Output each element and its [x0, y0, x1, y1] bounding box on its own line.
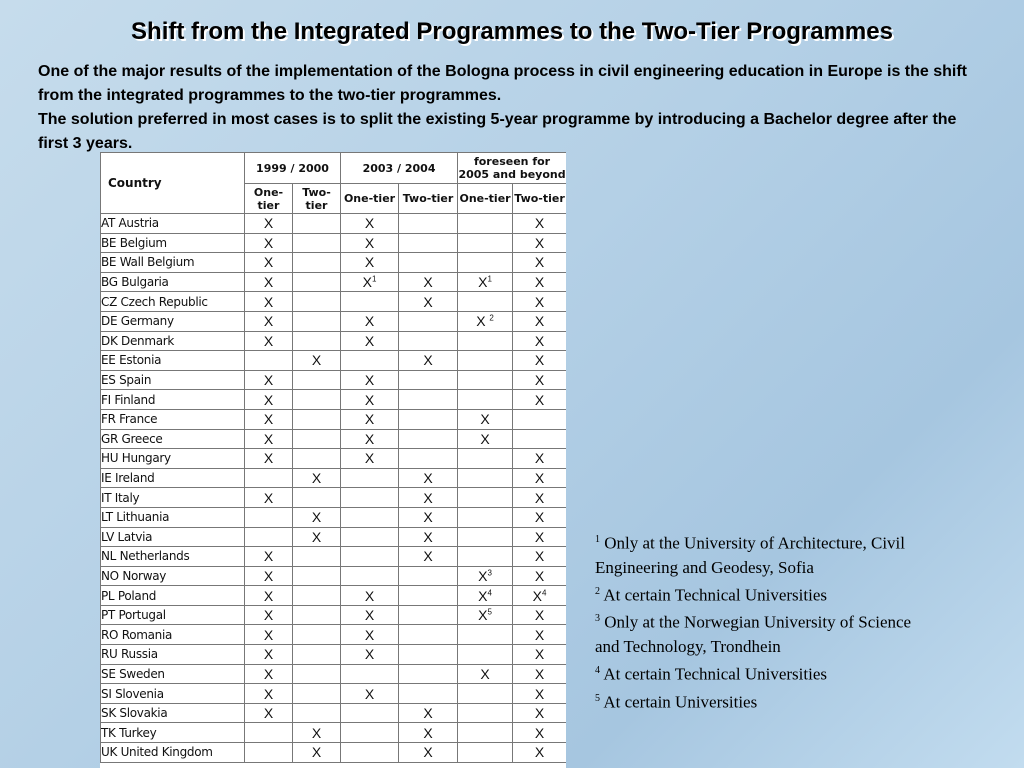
- country-cell: BE Belgium: [101, 233, 245, 253]
- mark-cell: [293, 409, 341, 429]
- mark-cell: X: [341, 370, 399, 390]
- mark-cell: X: [513, 703, 566, 723]
- table-row: [101, 351, 567, 371]
- header-sub: One-tier: [458, 184, 513, 214]
- mark-cell: [293, 645, 341, 665]
- country-cell: DE Germany: [101, 311, 245, 331]
- mark-cell: X: [245, 645, 293, 665]
- table-row: [101, 468, 567, 488]
- table-row: [101, 664, 567, 684]
- table-row: [101, 292, 567, 312]
- mark-cell: X: [513, 566, 566, 586]
- footnote-text: At certain Technical Universities: [603, 585, 827, 605]
- mark-cell: X: [399, 527, 458, 547]
- country-cell: CZ Czech Republic: [101, 292, 245, 312]
- header-group-foreseen: foreseen for 2005 and beyond: [458, 153, 566, 184]
- mark-cell: X: [513, 547, 566, 567]
- mark-cell: X: [399, 468, 458, 488]
- mark-cell: [399, 449, 458, 469]
- mark-cell: [245, 527, 293, 547]
- country-cell: BE Wall Belgium: [101, 253, 245, 273]
- mark-cell: X: [245, 488, 293, 508]
- mark-cell: [341, 468, 399, 488]
- mark-cell: X: [293, 743, 341, 763]
- footnote-ref: 1: [371, 274, 377, 284]
- country-cell: ES Spain: [101, 370, 245, 390]
- mark-cell: X: [341, 586, 399, 606]
- mark-cell: X: [513, 292, 566, 312]
- mark-cell: X: [513, 253, 566, 273]
- footnote-ref: 4: [487, 587, 492, 597]
- mark-cell: [513, 409, 566, 429]
- mark-cell: X: [341, 429, 399, 449]
- mark-cell: [341, 527, 399, 547]
- country-cell: HU Hungary: [101, 449, 245, 469]
- mark-cell: X: [245, 547, 293, 567]
- mark-cell: [458, 703, 513, 723]
- mark-cell: [293, 292, 341, 312]
- mark-cell: [399, 233, 458, 253]
- country-cell: BG Bulgaria: [101, 272, 245, 292]
- mark-cell: X: [341, 605, 399, 625]
- header-group-1999-2000: 1999 / 2000: [245, 153, 341, 184]
- footnote-number: 1: [595, 534, 600, 545]
- country-cell: RU Russia: [101, 645, 245, 665]
- mark-cell: X: [341, 645, 399, 665]
- country-table-container: [100, 152, 566, 768]
- mark-cell: X: [399, 723, 458, 743]
- mark-cell: X: [245, 703, 293, 723]
- mark-cell: [399, 409, 458, 429]
- footnote-text: Only at the Norwegian University of Science and Technology, Trondhein: [595, 612, 912, 656]
- mark-cell: [458, 468, 513, 488]
- header-sub: Two-tier: [513, 184, 566, 214]
- footnote-number: 4: [595, 664, 600, 676]
- table-body: [101, 214, 567, 763]
- mark-cell: X: [513, 507, 566, 527]
- mark-cell: X: [245, 331, 293, 351]
- mark-cell: [399, 625, 458, 645]
- mark-cell: [458, 214, 513, 234]
- mark-cell: X: [399, 547, 458, 567]
- table-row: [101, 390, 567, 410]
- mark-cell: X: [399, 703, 458, 723]
- table-row: [101, 507, 567, 527]
- mark-cell: [458, 488, 513, 508]
- mark-cell: X: [293, 351, 341, 371]
- mark-cell: [399, 586, 458, 606]
- mark-cell: X: [245, 311, 293, 331]
- mark-cell: X: [513, 272, 566, 292]
- mark-cell: X: [513, 390, 566, 410]
- mark-cell: [293, 684, 341, 704]
- footnote-text: At certain Universities: [603, 692, 758, 712]
- mark-cell: X: [245, 429, 293, 449]
- mark-cell: [399, 645, 458, 665]
- country-cell: NO Norway: [101, 566, 245, 586]
- mark-cell: [293, 566, 341, 586]
- mark-cell: [293, 370, 341, 390]
- mark-cell: [458, 743, 513, 763]
- mark-cell: X: [245, 449, 293, 469]
- mark-cell: X: [341, 331, 399, 351]
- mark-cell: X: [245, 214, 293, 234]
- footnote-ref: 1: [487, 274, 492, 284]
- footnote-text: Only at the University of Architecture, Civil Engineering and Geodesy, Sofia: [595, 533, 905, 577]
- mark-cell: [399, 664, 458, 684]
- mark-cell: [293, 253, 341, 273]
- mark-cell: [245, 507, 293, 527]
- mark-cell: X: [293, 723, 341, 743]
- mark-cell: [399, 429, 458, 449]
- country-cell: RO Romania: [101, 625, 245, 645]
- table-row: [101, 331, 567, 351]
- header-sub: One-tier: [245, 184, 293, 214]
- table-row: [101, 625, 567, 645]
- mark-cell: [399, 253, 458, 273]
- mark-cell: X: [513, 331, 566, 351]
- mark-cell: X: [245, 292, 293, 312]
- mark-cell: X: [245, 566, 293, 586]
- mark-cell: $X^5$: [458, 605, 513, 625]
- mark-cell: X: [513, 527, 566, 547]
- header-sub: Two-tier: [399, 184, 458, 214]
- country-cell: SK Slovakia: [101, 703, 245, 723]
- table-row: [101, 409, 567, 429]
- mark-cell: X: [341, 684, 399, 704]
- mark-cell: [399, 605, 458, 625]
- mark-cell: X: [245, 684, 293, 704]
- mark-cell: X: [341, 449, 399, 469]
- country-cell: UK United Kingdom: [101, 743, 245, 763]
- mark-cell: [458, 370, 513, 390]
- mark-cell: [341, 488, 399, 508]
- mark-cell: X: [513, 743, 566, 763]
- mark-cell: [293, 664, 341, 684]
- country-cell: IE Ireland: [101, 468, 245, 488]
- country-cell: DK Denmark: [101, 331, 245, 351]
- mark-cell: X: [458, 664, 513, 684]
- mark-cell: [458, 253, 513, 273]
- footnote: [595, 528, 925, 580]
- mark-cell: [399, 684, 458, 704]
- footnote: [595, 659, 925, 687]
- table-row: [101, 586, 567, 606]
- mark-cell: X: [245, 409, 293, 429]
- mark-cell: X: [341, 233, 399, 253]
- mark-cell: X: [399, 272, 458, 292]
- mark-cell: X: [513, 214, 566, 234]
- mark-cell: [341, 351, 399, 371]
- mark-cell: [245, 351, 293, 371]
- mark-cell: [341, 723, 399, 743]
- mark-cell: X: [513, 370, 566, 390]
- mark-cell: X: [341, 625, 399, 645]
- mark-cell: X: [245, 605, 293, 625]
- mark-cell: X: [245, 625, 293, 645]
- intro-paragraph: One of the major results of the implementation of the Bologna process in civil engineering education in Europe is the shift from the integrated programmes to the two-tier programmes.: [38, 63, 968, 104]
- mark-cell: [458, 449, 513, 469]
- mark-cell: [458, 527, 513, 547]
- table-row: [101, 429, 567, 449]
- mark-cell: [341, 664, 399, 684]
- footnote-ref: 3: [487, 568, 492, 578]
- mark-cell: X: [399, 507, 458, 527]
- mark-cell: X: [513, 684, 566, 704]
- footnotes: [595, 528, 925, 714]
- mark-cell: X: [245, 664, 293, 684]
- mark-cell: [341, 547, 399, 567]
- mark-cell: [399, 311, 458, 331]
- mark-cell: [399, 214, 458, 234]
- mark-cell: [458, 645, 513, 665]
- mark-cell: X $^2$: [458, 311, 513, 331]
- mark-cell: X: [245, 390, 293, 410]
- mark-cell: X: [341, 390, 399, 410]
- table-row: [101, 743, 567, 763]
- mark-cell: [293, 272, 341, 292]
- slide-title: Shift from the Integrated Programmes to the Two-Tier Programmes: [131, 18, 893, 45]
- mark-cell: [399, 390, 458, 410]
- mark-cell: [293, 331, 341, 351]
- mark-cell: [458, 351, 513, 371]
- mark-cell: X: [513, 488, 566, 508]
- mark-cell: X: [245, 233, 293, 253]
- mark-cell: [341, 703, 399, 723]
- mark-cell: X: [245, 253, 293, 273]
- mark-cell: [513, 429, 566, 449]
- country-cell: PT Portugal: [101, 605, 245, 625]
- table-row: [101, 488, 567, 508]
- mark-cell: [293, 429, 341, 449]
- table-row: [101, 527, 567, 547]
- table-row: [101, 214, 567, 234]
- table-row: [101, 272, 567, 292]
- country-programmes-table: [100, 152, 566, 763]
- table-row: [101, 311, 567, 331]
- country-cell: FI Finland: [101, 390, 245, 410]
- table-row: [101, 566, 567, 586]
- country-cell: FR France: [101, 409, 245, 429]
- table-row: [101, 645, 567, 665]
- mark-cell: [293, 586, 341, 606]
- mark-cell: [458, 547, 513, 567]
- footnote-ref: 2: [489, 313, 494, 323]
- footnote-number: 3: [595, 613, 600, 625]
- footnote-text: At certain Technical Universities: [603, 664, 827, 684]
- country-cell: EE Estonia: [101, 351, 245, 371]
- header-sub: One-tier: [341, 184, 399, 214]
- mark-cell: [458, 233, 513, 253]
- mark-cell: [293, 233, 341, 253]
- mark-cell: X: [341, 311, 399, 331]
- mark-cell: X: [399, 292, 458, 312]
- mark-cell: [293, 311, 341, 331]
- footnote-ref: 5: [487, 607, 492, 617]
- table-row: [101, 253, 567, 273]
- mark-cell: X: [513, 645, 566, 665]
- mark-cell: X: [458, 429, 513, 449]
- mark-cell: X: [513, 468, 566, 488]
- table-row: [101, 723, 567, 743]
- intro-paragraph: The solution preferred in most cases is to split the existing 5-year programme by introducing a Bachelor degree after the first 3 years.: [38, 111, 957, 152]
- mark-cell: [245, 723, 293, 743]
- mark-cell: X: [513, 605, 566, 625]
- mark-cell: [293, 488, 341, 508]
- country-cell: GR Greece: [101, 429, 245, 449]
- intro-text: [38, 60, 988, 156]
- mark-cell: [458, 292, 513, 312]
- mark-cell: X: [293, 527, 341, 547]
- mark-cell: [458, 723, 513, 743]
- mark-cell: [293, 214, 341, 234]
- mark-cell: [458, 331, 513, 351]
- mark-cell: X: [341, 214, 399, 234]
- country-cell: NL Netherlands: [101, 547, 245, 567]
- footnote: [595, 687, 925, 715]
- country-cell: SE Sweden: [101, 664, 245, 684]
- mark-cell: [399, 331, 458, 351]
- mark-cell: [341, 507, 399, 527]
- table-row: [101, 605, 567, 625]
- mark-cell: $X^3$: [458, 566, 513, 586]
- mark-cell: X: [513, 723, 566, 743]
- mark-cell: [293, 449, 341, 469]
- mark-cell: X: [245, 272, 293, 292]
- country-cell: SI Slovenia: [101, 684, 245, 704]
- mark-cell: X: [513, 351, 566, 371]
- mark-cell: [399, 566, 458, 586]
- mark-cell: X: [513, 233, 566, 253]
- footnote-number: 5: [595, 692, 600, 704]
- country-cell: LT Lithuania: [101, 507, 245, 527]
- mark-cell: $X^4$: [458, 586, 513, 606]
- mark-cell: [458, 684, 513, 704]
- header-country: Country: [101, 153, 245, 214]
- country-cell: LV Latvia: [101, 527, 245, 547]
- country-cell: PL Poland: [101, 586, 245, 606]
- mark-cell: [293, 625, 341, 645]
- mark-cell: X: [399, 743, 458, 763]
- table-row: [101, 684, 567, 704]
- mark-cell: X: [341, 409, 399, 429]
- mark-cell: X: [293, 507, 341, 527]
- table-row: [101, 449, 567, 469]
- mark-cell: [458, 625, 513, 645]
- country-cell: AT Austria: [101, 214, 245, 234]
- mark-cell: $X^4$: [513, 586, 566, 606]
- mark-cell: $X^1$: [458, 272, 513, 292]
- table-row: [101, 547, 567, 567]
- mark-cell: X: [399, 488, 458, 508]
- mark-cell: [341, 566, 399, 586]
- mark-cell: X: [458, 409, 513, 429]
- mark-cell: X: [245, 370, 293, 390]
- mark-cell: [293, 605, 341, 625]
- mark-cell: X: [513, 449, 566, 469]
- header-group-2003-2004: 2003 / 2004: [341, 153, 458, 184]
- footnote: [595, 580, 925, 608]
- country-cell: IT Italy: [101, 488, 245, 508]
- mark-cell: [245, 743, 293, 763]
- mark-cell: X: [341, 253, 399, 273]
- mark-cell: [341, 743, 399, 763]
- table-row: [101, 370, 567, 390]
- mark-cell: X: [399, 351, 458, 371]
- mark-cell: X: [513, 311, 566, 331]
- mark-cell: [458, 390, 513, 410]
- footnote: [595, 607, 925, 659]
- mark-cell: [245, 468, 293, 488]
- table-row: [101, 703, 567, 723]
- table-row: [101, 233, 567, 253]
- footnote-number: 2: [595, 585, 600, 597]
- mark-cell: [293, 547, 341, 567]
- mark-cell: X: [513, 664, 566, 684]
- mark-cell: X: [245, 586, 293, 606]
- mark-cell: X: [513, 625, 566, 645]
- country-cell: TK Turkey: [101, 723, 245, 743]
- mark-cell: [341, 292, 399, 312]
- mark-cell: [399, 370, 458, 390]
- footnote-ref: 4: [541, 587, 547, 597]
- header-sub: Two-tier: [293, 184, 341, 214]
- mark-cell: [293, 703, 341, 723]
- mark-cell: [458, 507, 513, 527]
- mark-cell: [293, 390, 341, 410]
- mark-cell: $X^1$: [341, 272, 399, 292]
- mark-cell: X: [293, 468, 341, 488]
